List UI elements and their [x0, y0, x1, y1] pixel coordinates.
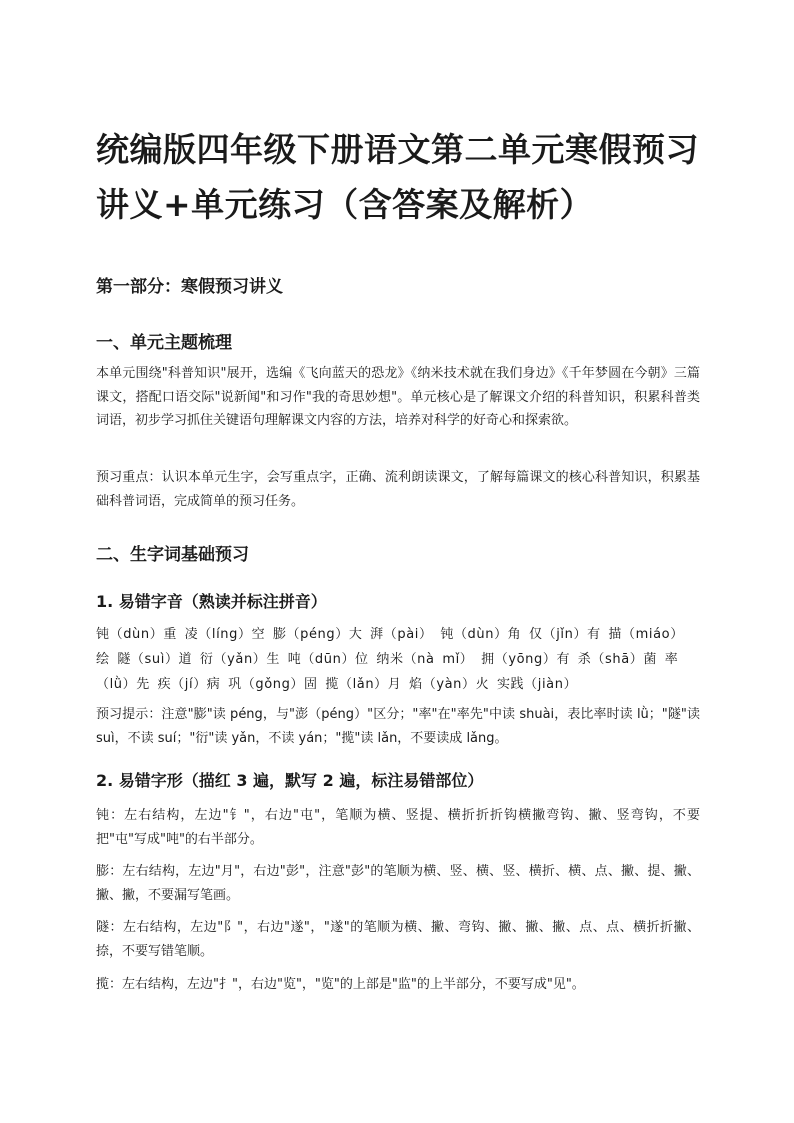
subsection-heading-glyphs: 2. 易错字形（描红 3 遍，默写 2 遍，标注易错部位）	[96, 771, 484, 790]
section-heading-vocab: 二、生字词基础预习	[96, 545, 249, 565]
glyph-item-peng: 膨：左右结构，左边"月"，右边"彭"，注意"彭"的笔顺为横、竖、横、竖、横折、横、点、撇、提、撇、撇、撇，不要漏写笔画。	[96, 864, 700, 903]
glyph-item-lan: 揽：左右结构，左边"扌"，右边"览"，"览"的上部是"监"的上半部分，不要写成"见"。	[96, 977, 585, 992]
pinyin-line: 钝（dùn）重 凌（líng）空 膨（péng）大 湃（pài） 钝（dùn）角 仅（jǐn）有 描（miáo）	[96, 627, 684, 642]
pinyin-list	[96, 622, 700, 697]
preview-focus-paragraph: 预习重点：认识本单元生字，会写重点字，正确、流利朗读课文，了解每篇课文的核心科普知识，积累基础科普词语，完成简单的预习任务。	[96, 470, 700, 509]
part-heading: 第一部分：寒假预习讲义	[96, 277, 283, 297]
glyph-item-sui: 隧：左右结构，左边"阝"，右边"遂"，"遂"的笔顺为横、撇、弯钩、撇、撇、撇、点、点、横折折撇、捺，不要写错笔顺。	[96, 920, 700, 959]
document-title: 统编版四年级下册语文第二单元寒假预习讲义+单元练习（含答案及解析）	[96, 130, 699, 224]
pronunciation-tip: 预习提示：注意"膨"读 péng，与"澎（péng）"区分；"率"在"率先"中读 shuài，表比率时读 lǜ；"隧"读 suì，不读 suí；"衍"读 yǎn，不读 yán；"揽"读 lǎn，不要读成 lǎng。	[96, 707, 700, 746]
pinyin-line: 绘 隧（suì）道 衍（yǎn）生 吨（dūn）位 纳米（nà mǐ） 拥（yōng）有 杀（shā）菌 率	[96, 652, 679, 667]
theme-paragraph: 本单元围绕"科普知识"展开，选编《飞向蓝天的恐龙》《纳米技术就在我们身边》《千年梦圆在今朝》三篇课文，搭配口语交际"说新闻"和习作"我的奇思妙想"。单元核心是了解课文介绍的科普知识，积累科普类词语，初步学习抓住关键语句理解课文内容的方法，培养对科学的好奇心和探索欲。	[96, 366, 700, 428]
pinyin-line: （lǜ）先 疾（jí）病 巩（gǒng）固 揽（lǎn）月 焰（yàn）火 实践（jiàn）	[96, 677, 578, 692]
section-heading-theme: 一、单元主题梳理	[96, 333, 232, 353]
glyph-item-dun: 钝：左右结构，左边"钅"，右边"屯"，笔顺为横、竖提、横折折折钩横撇弯钩、撇、竖弯钩，不要把"屯"写成"吨"的右半部分。	[96, 808, 700, 847]
subsection-heading-pronunciation: 1. 易错字音（熟读并标注拼音）	[96, 592, 327, 611]
